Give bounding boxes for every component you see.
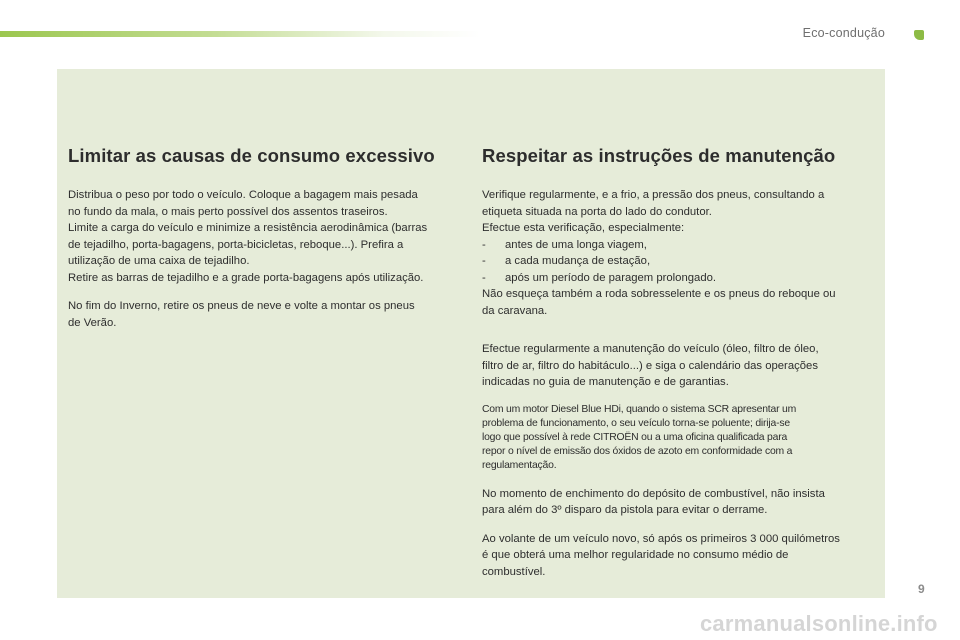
list-item-text: após um período de paragem prolongado. bbox=[505, 271, 717, 284]
section-tab-marker bbox=[914, 30, 924, 40]
list-dash: - bbox=[482, 255, 486, 267]
weight-paragraph bbox=[68, 187, 468, 286]
text-line: etiqueta situada na porta do lado do condutor. bbox=[482, 205, 712, 218]
header-accent-bar bbox=[0, 31, 480, 37]
new-vehicle-paragraph bbox=[482, 531, 882, 581]
text-line: para além do 3º disparo da pistola para evitar o derrame. bbox=[482, 504, 768, 517]
text-line: da caravana. bbox=[482, 304, 548, 317]
right-column bbox=[482, 145, 882, 580]
text-line: Limite a carga do veículo e minimize a resistência aerodinâmica (barras bbox=[68, 222, 428, 234]
left-column bbox=[68, 145, 468, 331]
text-line: No momento de enchimento do depósito de combustível, não insista bbox=[482, 487, 825, 500]
spacer bbox=[68, 286, 468, 298]
text-line: Verifique regularmente, e a frio, a pressão dos pneus, consultando a bbox=[482, 189, 825, 201]
text-line: Com um motor Diesel Blue HDi, quando o sistema SCR apresentar um bbox=[482, 403, 797, 415]
text-line: no fundo da mala, o mais perto possível dos assentos traseiros. bbox=[68, 205, 388, 218]
fuel-paragraph bbox=[482, 486, 882, 519]
spacer bbox=[482, 519, 882, 531]
text-line: No fim do Inverno, retire os pneus de neve e volte a montar os pneus bbox=[68, 300, 415, 312]
text-line: Distribua o peso por todo o veículo. Coloque a bagagem mais pesada bbox=[68, 189, 418, 201]
spacer bbox=[482, 391, 882, 403]
text-line: problema de funcionamento, o seu veículo torna-se poluente; dirija-se bbox=[482, 417, 790, 429]
maintenance-paragraph bbox=[482, 341, 882, 391]
text-line: logo que possível à rede CITROËN ou a uma oficina qualificada para bbox=[482, 431, 788, 443]
list-item bbox=[482, 253, 882, 270]
text-line: combustível. bbox=[482, 565, 546, 578]
tyres-paragraph bbox=[68, 298, 468, 331]
text-line: é que obterá uma melhor regularidade no consumo médio de bbox=[482, 549, 789, 562]
scr-paragraph bbox=[482, 403, 882, 474]
text-line: filtro de ar, filtro do habitáculo...) e siga o calendário das operações bbox=[482, 359, 818, 372]
list-item bbox=[482, 237, 882, 254]
text-line: indicadas no guia de manutenção e de garantias. bbox=[482, 376, 729, 388]
text-line: Ao volante de um veículo novo, só após os primeiros 3 000 quilómetros bbox=[482, 532, 840, 545]
watermark-logo: carmanualsonline.info bbox=[700, 611, 938, 636]
text-line: repor o nível de emissão dos óxidos de azoto em conformidade com a bbox=[482, 446, 793, 458]
list-dash: - bbox=[482, 271, 486, 284]
spacer bbox=[482, 474, 882, 486]
spacer bbox=[482, 319, 882, 341]
text-line: Efectue regularmente a manutenção do veículo (óleo, filtro de óleo, bbox=[482, 343, 819, 355]
text-line: Não esqueça também a roda sobresselente e os pneus do reboque ou bbox=[482, 288, 836, 300]
list-item bbox=[482, 270, 882, 287]
text-line: de tejadilho, porta-bagagens, porta-bicicletas, reboque...). Prefira a bbox=[68, 238, 404, 251]
text-line: regulamentação. bbox=[482, 460, 557, 472]
text-line: utilização de uma caixa de tejadilho. bbox=[68, 255, 250, 267]
text-line: de Verão. bbox=[68, 316, 117, 329]
list-dash: - bbox=[482, 238, 486, 251]
page-number: 9 bbox=[918, 582, 925, 596]
text-line: Efectue esta verificação, especialmente: bbox=[482, 222, 685, 234]
list-item-text: antes de uma longa viagem, bbox=[505, 238, 647, 251]
text-line: Retire as barras de tejadilho e a grade porta-bagagens após utilização. bbox=[68, 271, 424, 284]
tyre-pressure-paragraph bbox=[482, 187, 882, 319]
section-title: Eco-condução bbox=[802, 26, 885, 40]
list-item-text: a cada mudança de estação, bbox=[505, 255, 651, 267]
right-heading: Respeitar as instruções de manutenção bbox=[482, 145, 836, 166]
left-heading: Limitar as causas de consumo excessivo bbox=[68, 145, 435, 166]
